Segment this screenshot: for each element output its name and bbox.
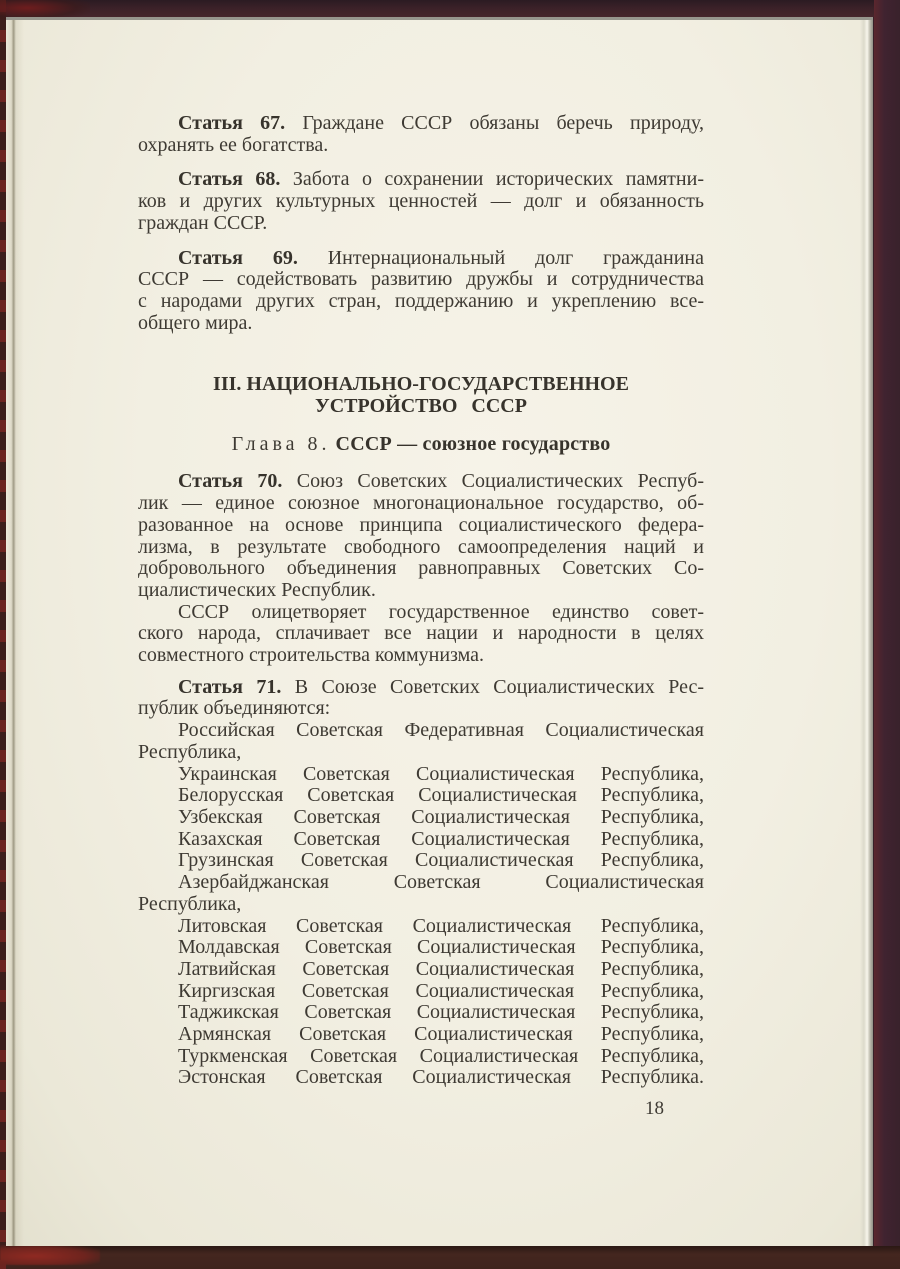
article-71-line: Статья 71. В Союзе Советских Социалистических Рес-: [178, 675, 704, 698]
republic-belorussia: [138, 785, 704, 807]
republic-georgia: [138, 850, 704, 872]
republic-kazakh-line: Казахская Советская Социалистическая Республика,: [178, 827, 704, 850]
article-68: [138, 169, 704, 234]
republic-lithuania: [138, 916, 704, 938]
republic-rsfsr: [138, 720, 704, 763]
section-heading-line: УСТРОЙСТВО СССР: [315, 395, 527, 418]
article-70-line: Статья 70. Союз Советских Социалистических Респуб-: [178, 470, 704, 493]
article-70-paragraph-2: [138, 602, 704, 667]
article-69-line: Статья 69. Интернациональный долг гражданина: [178, 246, 704, 269]
article-71-line: публик объединяются:: [138, 697, 331, 720]
republic-tajik: [138, 1002, 704, 1024]
republic-rsfsr-line: Российская Советская Федеративная Социалистическая: [178, 719, 704, 742]
article-70-paragraph-2-line: ского народа, сплачивает все нации и народности в целях: [138, 622, 704, 645]
republic-kirghiz: [138, 981, 704, 1003]
republic-ukraine-line: Украинская Советская Социалистическая Республика,: [178, 762, 704, 785]
article-number-label: Статья 71.: [178, 675, 282, 698]
article-number-label: Статья 67.: [178, 112, 286, 134]
republic-kirghiz-line: Киргизская Советская Социалистическая Республика,: [178, 979, 704, 1002]
article-67-line: охранять ее богатства.: [138, 133, 329, 156]
article-69: [138, 248, 704, 335]
republic-azerbaijan-line: Республика,: [138, 892, 242, 915]
article-70-line: добровольного объединения равноправных Советских Со-: [138, 557, 704, 580]
article-number-label: Статья 70.: [178, 470, 283, 493]
republic-kazakh: [138, 829, 704, 851]
article-69-line: общего мира.: [138, 311, 253, 334]
article-67: [138, 113, 704, 156]
article-69-line: с народами других стран, поддержанию и укреплению все-: [138, 289, 704, 312]
article-number-label: Статья 69.: [178, 246, 298, 269]
chapter-8-heading: [138, 434, 704, 456]
section-heading-line: III. НАЦИОНАЛЬНО-ГОСУДАРСТВЕННОЕ: [213, 373, 629, 396]
article-70-line: лик — единое союзное многонациональное государство, об-: [138, 492, 704, 515]
page-number: 18: [645, 1098, 664, 1120]
republic-armenia: [138, 1024, 704, 1046]
section-3-heading: [138, 374, 704, 417]
republic-azerbaijan-line: Азербайджанская Советская Социалистическая: [178, 871, 704, 894]
republic-armenia-line: Армянская Советская Социалистическая Республика,: [178, 1023, 704, 1046]
republic-tajik-line: Таджикская Советская Социалистическая Республика,: [178, 1001, 704, 1024]
text-block: [138, 113, 704, 1120]
page-gutter-shadow: [6, 20, 24, 1246]
republic-belorussia-line: Белорусская Советская Социалистическая Республика,: [178, 784, 704, 807]
republic-azerbaijan: [138, 872, 704, 915]
republic-turkmen: [138, 1046, 704, 1068]
republic-latvia-line: Латвийская Советская Социалистическая Республика,: [178, 957, 704, 980]
republic-uzbek: [138, 807, 704, 829]
cover-wear-patch: [0, 1245, 100, 1265]
republic-lithuania-line: Литовская Советская Социалистическая Республика,: [178, 914, 704, 937]
book-page: [6, 17, 873, 1246]
article-71: [138, 677, 704, 720]
article-68-line: ков и других культурных ценностей — долг и обязанность: [138, 190, 704, 213]
article-68-line: граждан СССР.: [138, 211, 268, 234]
republic-estonia: [138, 1067, 704, 1089]
republic-rsfsr-line: Республика,: [138, 740, 242, 763]
republic-georgia-line: Грузинская Советская Социалистическая Республика,: [178, 849, 704, 872]
article-70-line: лизма, в результате свободного самоопределения наций и: [138, 535, 704, 558]
republic-uzbek-line: Узбекская Советская Социалистическая Республика,: [178, 805, 704, 828]
article-68-line: Статья 68. Забота о сохранении исторических памятни-: [178, 168, 704, 191]
republic-estonia-line: Эстонская Советская Социалистическая Республика.: [178, 1066, 704, 1089]
republic-moldavia-line: Молдавская Советская Социалистическая Республика,: [178, 936, 704, 959]
article-70: [138, 471, 704, 601]
article-70-line: циалистических Республик.: [138, 578, 376, 601]
book-cover-top: [0, 0, 900, 17]
book-cover-right: [874, 0, 900, 1269]
page-stack-edge-right: [860, 20, 873, 1246]
book-cover-bottom: [0, 1246, 900, 1269]
article-number-label: Статья 68.: [178, 168, 281, 191]
republic-ukraine: [138, 764, 704, 786]
republic-moldavia: [138, 937, 704, 959]
article-70-line: разованное на основе принципа социалистического федера-: [138, 513, 704, 536]
republic-turkmen-line: Туркменская Советская Социалистическая Республика,: [178, 1044, 704, 1067]
article-70-paragraph-2-line: совместного строительства коммунизма.: [138, 644, 485, 667]
article-69-line: СССР — содействовать развитию дружбы и сотрудничества: [138, 268, 704, 291]
chapter-title: СССР — союзное государство: [335, 432, 611, 455]
republic-latvia: [138, 959, 704, 981]
article-70-paragraph-2-line: СССР олицетворяет государственное единство совет-: [178, 600, 704, 623]
chapter-label: Глава 8.: [231, 432, 331, 455]
article-67-line: Статья 67. Граждане СССР обязаны беречь природу,: [178, 112, 704, 134]
